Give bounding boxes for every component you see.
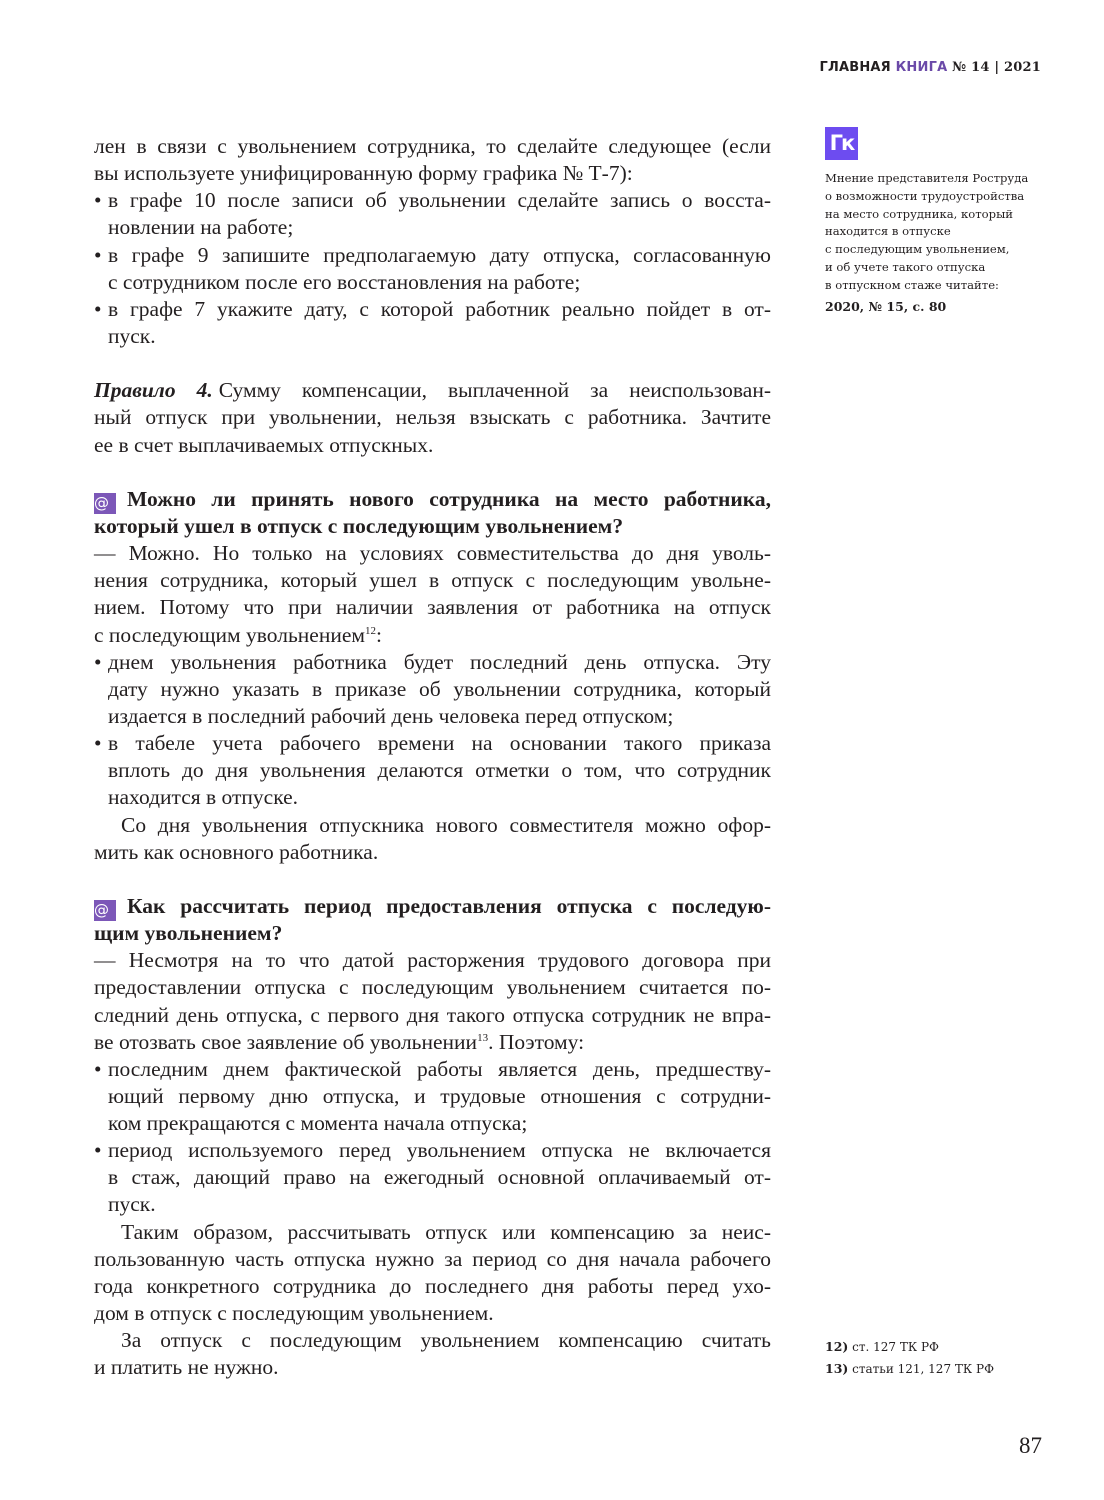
text-line (108, 323, 771, 350)
text-line (108, 214, 771, 241)
line-text: в графе 9 запишите предполагаемую дату отпуска, согласованную (108, 242, 771, 267)
text-line (108, 1056, 771, 1083)
line-text: ком прекращаются с момента начала отпуска; (108, 1111, 528, 1136)
line-text: За отпуск с последующим увольнением компенсацию считать (121, 1328, 771, 1353)
text-line (94, 1327, 771, 1354)
line-text: нения сотрудника, который ушел в отпуск с последующим увольне- (94, 568, 771, 593)
question-heading (94, 893, 771, 947)
text-line (108, 784, 771, 811)
text-line (108, 1083, 771, 1110)
sidebar-note (825, 127, 1050, 315)
text-line (94, 432, 771, 459)
text-line (94, 1002, 771, 1029)
paragraph (94, 1219, 771, 1328)
line-text: днем увольнения работника будет последний день отпуска. Эту (108, 649, 771, 674)
bullet-icon: • (94, 1138, 102, 1163)
text-line (94, 812, 771, 839)
line-text: следний день отпуска, с первого дня такого отпуска сотрудник не впра- (94, 1002, 771, 1027)
footnote-12: 12) ст. 127 ТК РФ (825, 1339, 939, 1354)
line-text: ее в счет выплачиваемых отпускных. (94, 432, 434, 457)
line-text: — Можно. Но только на условиях совместительства до дня уволь- (94, 541, 771, 566)
bullet-item (94, 296, 771, 350)
bullet-icon: • (94, 1056, 102, 1081)
article-body (94, 133, 771, 1381)
line-text: ющий первому дню отпуска, и трудовые отношения с сотрудни- (108, 1083, 771, 1108)
line-text: ный отпуск при увольнении, нельзя взыскать с работника. Зачтите (94, 405, 771, 430)
text-line (108, 730, 771, 757)
line-text: в стаж, дающий право на ежегодный основной оплачиваемый от- (108, 1165, 771, 1190)
line-text: издается в последний рабочий день человека перед отпуском; (108, 703, 674, 728)
text-line (94, 133, 771, 160)
line-text: лен в связи с увольнением сотрудника, то сделайте следующее (если (94, 134, 771, 158)
sidebar-line: о возможности трудоустройства (825, 188, 1025, 203)
line-text: дом в отпуск с последующим увольнением. (94, 1301, 494, 1326)
running-header (819, 60, 1041, 75)
text-line (108, 1164, 771, 1191)
text-line (94, 404, 771, 431)
line-text: пользованную часть отпуска нужно за период со дня начала рабочего (94, 1246, 771, 1271)
line-text: в графе 7 укажите дату, с которой работник реально пойдет в от- (108, 296, 771, 321)
line-text: — Несмотря на то что датой расторжения трудового договора при (94, 948, 771, 973)
text-line (94, 1354, 771, 1381)
text-line (108, 242, 771, 269)
brand-name-accent: КНИГА (895, 60, 948, 75)
paragraph (94, 133, 771, 187)
text-line (94, 160, 771, 187)
text-line (94, 1219, 771, 1246)
text-line (94, 947, 771, 974)
spacer (94, 459, 771, 486)
footnotes (825, 1336, 994, 1380)
line-text: нием. Потому что при наличии заявления от работника на отпуск (94, 595, 771, 620)
line-text: мить как основного работника. (94, 839, 379, 864)
sidebar-reference: 2020, № 15, с. 80 (825, 298, 947, 314)
text-line (94, 893, 771, 920)
line-text: . Поэтому: (488, 1029, 585, 1054)
footnote-ref: 13 (477, 1031, 489, 1044)
spacer (94, 866, 771, 893)
text-line (108, 269, 771, 296)
sidebar-line: на место сотрудника, который (825, 206, 1014, 221)
line-text: вы используете унифицированную форму графика № Т-7): (94, 161, 633, 186)
text-line (94, 567, 771, 594)
text-line (94, 540, 771, 567)
text-line (94, 920, 771, 947)
spacer (94, 350, 771, 377)
line-text: : (376, 622, 382, 647)
paragraph (94, 812, 771, 866)
line-text: ве отозвать свое заявление об увольнении (94, 1029, 478, 1054)
paragraph (94, 1327, 771, 1381)
text-line (94, 377, 771, 404)
bullet-item (94, 649, 771, 730)
bullet-icon: • (94, 731, 102, 756)
at-question-icon: @ (94, 493, 116, 514)
line-text: вплоть до дня увольнения делаются отметки о том, что сотрудник (108, 758, 771, 783)
bullet-icon: • (94, 242, 102, 267)
line-text: Можно ли принять нового сотрудника на место работника, (127, 486, 771, 511)
sidebar-line: Мнение представителя Роструда (825, 171, 1029, 185)
line-text: щим увольнением? (94, 921, 283, 946)
line-text: пуск. (108, 1192, 156, 1217)
sidebar-line: в отпускном стаже читайте: (825, 277, 999, 292)
text-line (94, 839, 771, 866)
sidebar-line: и об учете такого отпуска (825, 259, 986, 274)
line-text: года конкретного сотрудника до последнего дня работы перед ухо- (94, 1273, 771, 1298)
bullet-icon: • (94, 188, 102, 213)
line-text: дату нужно указать в приказе об увольнении сотрудника, который (108, 676, 771, 701)
text-line (94, 513, 771, 540)
bullet-icon: • (94, 649, 102, 674)
line-text: с сотрудником после его восстановления на работе; (108, 269, 581, 294)
text-line (108, 703, 771, 730)
text-line (108, 676, 771, 703)
line-text: в графе 10 после записи об увольнении сделайте запись о восста- (108, 188, 771, 213)
text-line (94, 622, 771, 649)
text-line (94, 1246, 771, 1273)
footnote-13: 13) статьи 121, 127 ТК РФ (825, 1361, 995, 1376)
paragraph (94, 947, 771, 1056)
bullet-item (94, 242, 771, 296)
line-text: в табеле учета рабочего времени на основании такого приказа (108, 731, 771, 756)
text-line (108, 296, 771, 323)
line-text: новлении на работе; (108, 215, 294, 240)
rule-label: Правило 4. (94, 378, 213, 403)
brand-name: ГЛАВНАЯ (819, 60, 891, 75)
text-line (94, 1273, 771, 1300)
rule-paragraph (94, 377, 771, 458)
line-text: последним днем фактической работы является день, предшеству- (108, 1056, 771, 1081)
gk-logo-icon: Гк (825, 127, 858, 160)
line-text: и платить не нужно. (94, 1355, 279, 1380)
text-line (94, 486, 771, 513)
sidebar-line: находится в отпуске (825, 224, 951, 239)
text-line (94, 1300, 771, 1327)
bullet-item (94, 1137, 771, 1218)
issue-number: № 14 | 2021 (952, 60, 1041, 75)
bullet-item (94, 187, 771, 241)
footnote-ref: 12 (365, 624, 376, 637)
text-line (108, 1191, 771, 1218)
question-heading (94, 486, 771, 540)
at-question-icon: @ (94, 900, 116, 921)
text-line (94, 594, 771, 621)
text-line (108, 649, 771, 676)
line-text: Со дня увольнения отпускника нового совместителя можно офор- (121, 812, 771, 837)
text-line (108, 1110, 771, 1137)
bullet-item (94, 730, 771, 811)
sidebar-line: с последующим увольнением, (825, 242, 1010, 257)
text-line (108, 187, 771, 214)
line-text: Сумму компенсации, выплаченной за неиспользован- (218, 378, 771, 403)
line-text: находится в отпуске. (108, 785, 299, 810)
line-text: Таким образом, рассчитывать отпуск или компенсацию за неис- (121, 1219, 771, 1244)
line-text: период используемого перед увольнением отпуска не включается (108, 1138, 771, 1163)
line-text: Как рассчитать период предоставления отпуска с последую- (127, 893, 771, 918)
bullet-item (94, 1056, 771, 1137)
text-line (108, 1137, 771, 1164)
paragraph (94, 540, 771, 649)
line-text: с последующим увольнением (94, 622, 365, 647)
page-number: 87 (1019, 1433, 1042, 1458)
bullet-icon: • (94, 296, 102, 321)
line-text: предоставлении отпуска с последующим увольнением считается по- (94, 975, 771, 1000)
line-text: который ушел в отпуск с последующим увольнением? (94, 513, 624, 538)
text-line (94, 1029, 771, 1056)
text-line (94, 974, 771, 1001)
text-line (108, 757, 771, 784)
line-text: пуск. (108, 323, 156, 348)
